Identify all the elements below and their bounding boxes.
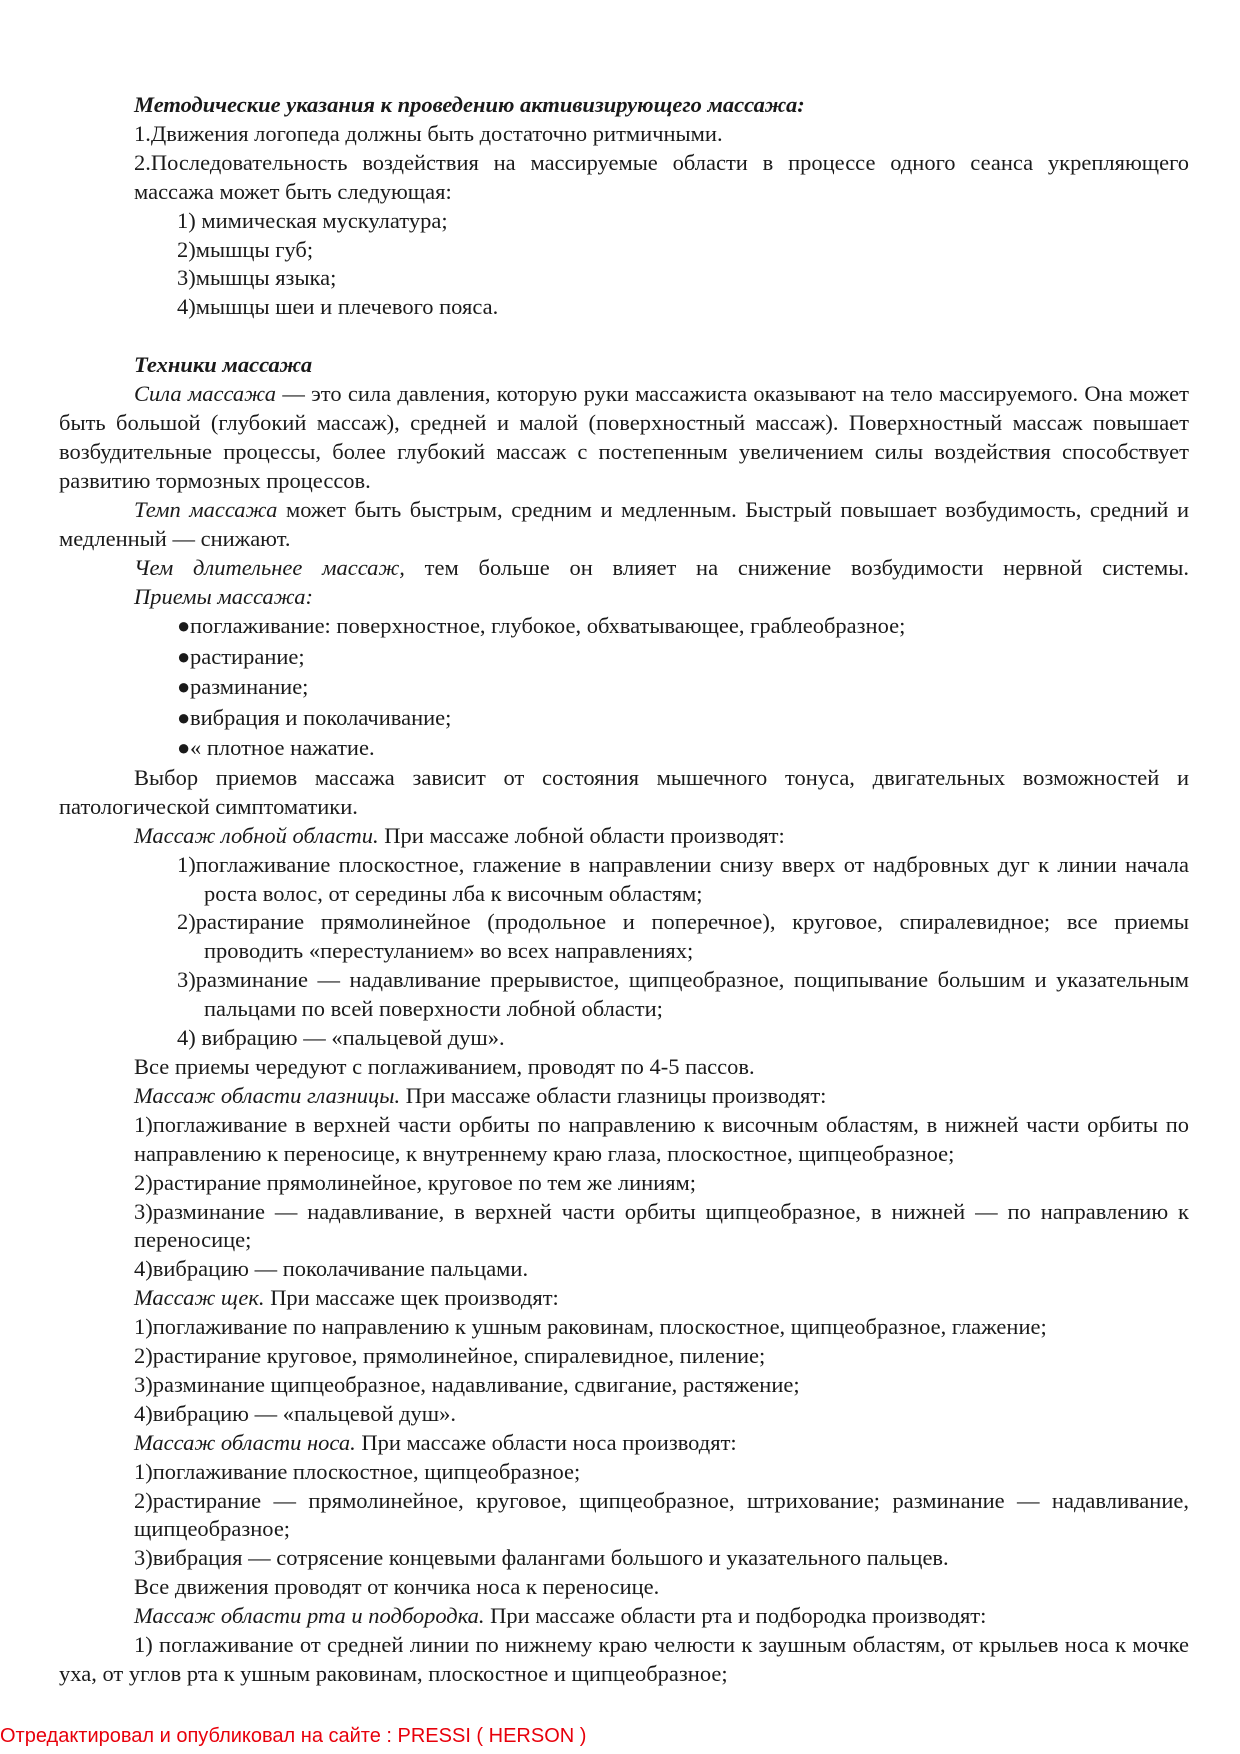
text: При массаже щек производят: <box>264 1285 559 1311</box>
list-item: 4)вибрацию — «пальцевой душ». <box>134 1400 457 1426</box>
bullet-icon: ● <box>177 704 191 730</box>
spacer <box>59 322 1189 351</box>
subheading: Приемы массажа: <box>134 583 314 609</box>
list-item: 1)поглаживание в верхней части орбиты по направлению к височным областям, в нижней части орбиты по направлению к переносице, к внутреннему краю глаза, плоскостное, щипцеобразное; <box>134 1111 1189 1166</box>
section-intro <box>59 822 1189 851</box>
term: Сила массажа <box>134 381 277 407</box>
list-item: 2)растирание прямолинейное (продольное и поперечное), круговое, спиралевидное; все приемы проводить «перестуланием» во всех направлениях; <box>177 909 1189 964</box>
text: При массаже области рта и подбородка производят: <box>484 1603 987 1629</box>
list-item: 3)мышцы языка; <box>177 265 337 291</box>
note: Все приемы чередуют с поглаживанием, проводят по 4-5 пассов. <box>134 1053 755 1079</box>
publisher-footer: Отредактировал и опубликовал на сайте : PRESSI ( HERSON ) <box>0 1725 587 1747</box>
bullet-item <box>59 733 1189 764</box>
list-item: 2)растирание круговое, прямолинейное, спиралевидное, пиление; <box>134 1343 766 1369</box>
bullet-icon: ● <box>177 735 191 761</box>
term: Темп массажа <box>134 496 278 522</box>
list-item: 4) вибрацию — «пальцевой душ». <box>177 1025 505 1051</box>
paragraph <box>59 380 1189 496</box>
bullet-item <box>59 642 1189 673</box>
list-item: 1)поглаживание плоскостное, глажение в направлении снизу вверх от надбровных дуг к линии начала роста волос, от середины лба к височным областям; <box>177 851 1189 906</box>
bullet-item <box>59 703 1189 734</box>
list-item: 3)разминание щипцеобразное, надавливание, сдвигание, растяжение; <box>134 1371 800 1397</box>
text: При массаже лобной области производят: <box>378 822 785 848</box>
bullet-text: « плотное нажатие. <box>190 735 375 761</box>
list-item: 2)растирание прямолинейное, круговое по тем же линиям; <box>134 1169 697 1195</box>
bullet-text: разминание; <box>190 674 309 700</box>
paragraph: 1.Движения логопеда должны быть достаточно ритмичными. <box>134 120 723 146</box>
bullet-icon: ● <box>177 643 191 669</box>
paragraph <box>59 496 1189 554</box>
list-item: 4)мышцы шеи и плечевого пояса. <box>177 294 499 320</box>
list-item: 2)мышцы губ; <box>177 236 314 262</box>
bullet-text: поглаживание: поверхностное, глубокое, обхватывающее, граблеобразное; <box>190 613 906 639</box>
bullet-text: вибрация и поколачивание; <box>190 704 452 730</box>
term: Массаж щек. <box>134 1285 265 1311</box>
bullet-item <box>59 611 1189 642</box>
text: — это сила давления, которую руки массажиста оказывают на тело массируемого. Она может быть большой (глубокий массаж), средней и малой (поверхностный массаж). Поверхностный массаж повышает возбудительные процессы, более глубокий массаж с постепенным увеличением силы воздействия способствует развитию тормозных процессов. <box>59 381 1189 493</box>
list-item: 2)растирание — прямолинейное, круговое, щипцеобразное, штрихование; разминание — надавливание, щипцеобразное; <box>134 1487 1189 1542</box>
section-intro <box>59 1082 1189 1111</box>
paragraph: Выбор приемов массажа зависит от состояния мышечного тонуса, двигательных возможностей и патологической симптоматики. <box>59 764 1189 819</box>
list-item: 3)разминание — надавливание прерывистое, щипцеобразное, пощипывание большим и указательным пальцами по всей поверхности лобной области; <box>177 967 1189 1022</box>
paragraph: 2.Последовательность воздействия на массируемые области в процессе одного сеанса укрепляющего массажа может быть следующая: <box>134 149 1189 204</box>
text: тем больше он влияет на снижение возбудимости нервной системы. <box>404 554 1189 580</box>
bullet-text: растирание; <box>190 643 305 669</box>
bullet-item <box>59 672 1189 703</box>
list-item: 1) поглаживание от средней линии по нижнему краю челюсти к заушным областям, от крыльев носа к мочке уха, от углов рта к ушным раковинам, плоскостное и щипцеобразное; <box>59 1632 1189 1686</box>
bullet-icon: ● <box>177 613 191 639</box>
list-item: 3)вибрация — сотрясение концевыми фалангами большого и указательного пальцев. <box>134 1545 949 1571</box>
list-item: 1) мимическая мускулатура; <box>177 207 448 233</box>
section-intro <box>59 1602 1189 1631</box>
list-item: 1)поглаживание плоскостное, щипцеобразное; <box>134 1458 581 1484</box>
note: Все движения проводят от кончика носа к переносице. <box>134 1574 660 1600</box>
list-item: 3)разминание — надавливание, в верхней части орбиты щипцеобразное, в нижней — по направлению к переносице; <box>134 1198 1189 1253</box>
text: При массаже области носа производят: <box>355 1429 737 1455</box>
methodical-heading: Методические указания к проведению активизирующего массажа: <box>134 92 805 117</box>
techniques-heading: Техники массажа <box>134 352 313 378</box>
bullet-icon: ● <box>177 674 191 700</box>
text: При массаже области глазницы производят: <box>400 1082 827 1108</box>
term: Массаж области рта и подбородка. <box>134 1603 485 1629</box>
list-item: 1)поглаживание по направлению к ушным раковинам, плоскостное, щипцеобразное, глажение; <box>134 1314 1047 1340</box>
term: Массаж лобной области. <box>134 822 379 848</box>
term: Массаж области носа. <box>134 1429 356 1455</box>
term: Чем длительнее массаж, <box>134 554 405 580</box>
paragraph <box>59 554 1189 583</box>
document-body <box>59 91 1189 1689</box>
section-intro <box>59 1284 1189 1313</box>
text: может быть быстрым, средним и медленным. Быстрый повышает возбудимость, средний и медленный — снижают. <box>59 496 1190 551</box>
section-intro <box>59 1429 1189 1458</box>
list-item: 4)вибрацию — поколачивание пальцами. <box>134 1256 529 1282</box>
term: Массаж области глазницы. <box>134 1082 401 1108</box>
